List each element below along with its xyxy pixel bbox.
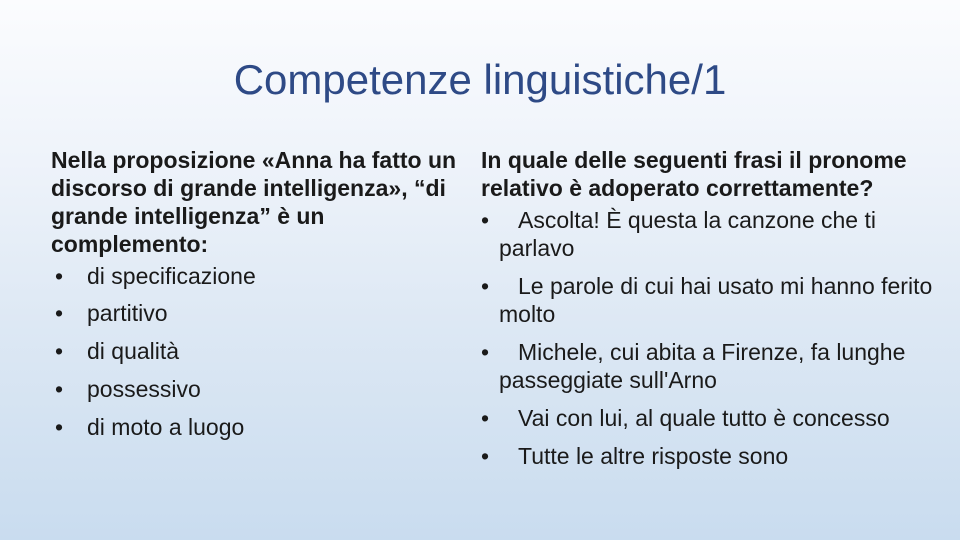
right-question: In quale delle seguenti frasi il pronome relativo è adoperato correttamente? [481,147,907,201]
right-options-list [481,206,951,470]
bullet: • [55,300,64,326]
bullet: • [481,405,490,431]
left-option [51,258,461,294]
bullet: • [481,443,490,469]
left-options-list [51,258,461,446]
right-option [481,206,951,262]
right-option-text: Vai con lui, al quale tutto è concesso [518,405,890,431]
right-column [481,146,951,470]
right-option-text: Le parole di cui hai usato mi hanno ferito molto [499,273,933,327]
left-option-text: partitivo [87,300,168,326]
bullet: • [481,339,490,365]
right-option-text: Michele, cui abita a Firenze, fa lunghe passeggiate sull'Arno [499,339,906,393]
right-option-text: Ascolta! È questa la canzone che ti parlavo [499,207,876,261]
left-option-text: di specificazione [87,263,256,289]
left-column [51,146,461,446]
right-option [481,442,951,470]
bullet: • [55,376,64,402]
left-option [51,408,461,446]
bullet: • [481,273,490,299]
left-option-text: di moto a luogo [87,414,245,440]
left-question: Nella proposizione «Anna ha fatto un discorso di grande intelligenza», “di grande intelligenza” è un complemento: [51,147,457,257]
bullet: • [481,207,490,233]
left-option [51,332,461,370]
left-option-text: di qualità [87,338,180,364]
right-option-text: Tutte le altre risposte sono [518,443,789,469]
bullet: • [55,263,64,289]
right-option [481,404,951,432]
bullet: • [55,338,64,364]
left-option-text: possessivo [87,376,201,402]
left-option [51,370,461,408]
left-option [51,294,461,332]
slide-title: Competenze linguistiche/1 [233,56,727,103]
right-option [481,272,951,328]
bullet: • [55,414,64,440]
right-option [481,338,951,394]
